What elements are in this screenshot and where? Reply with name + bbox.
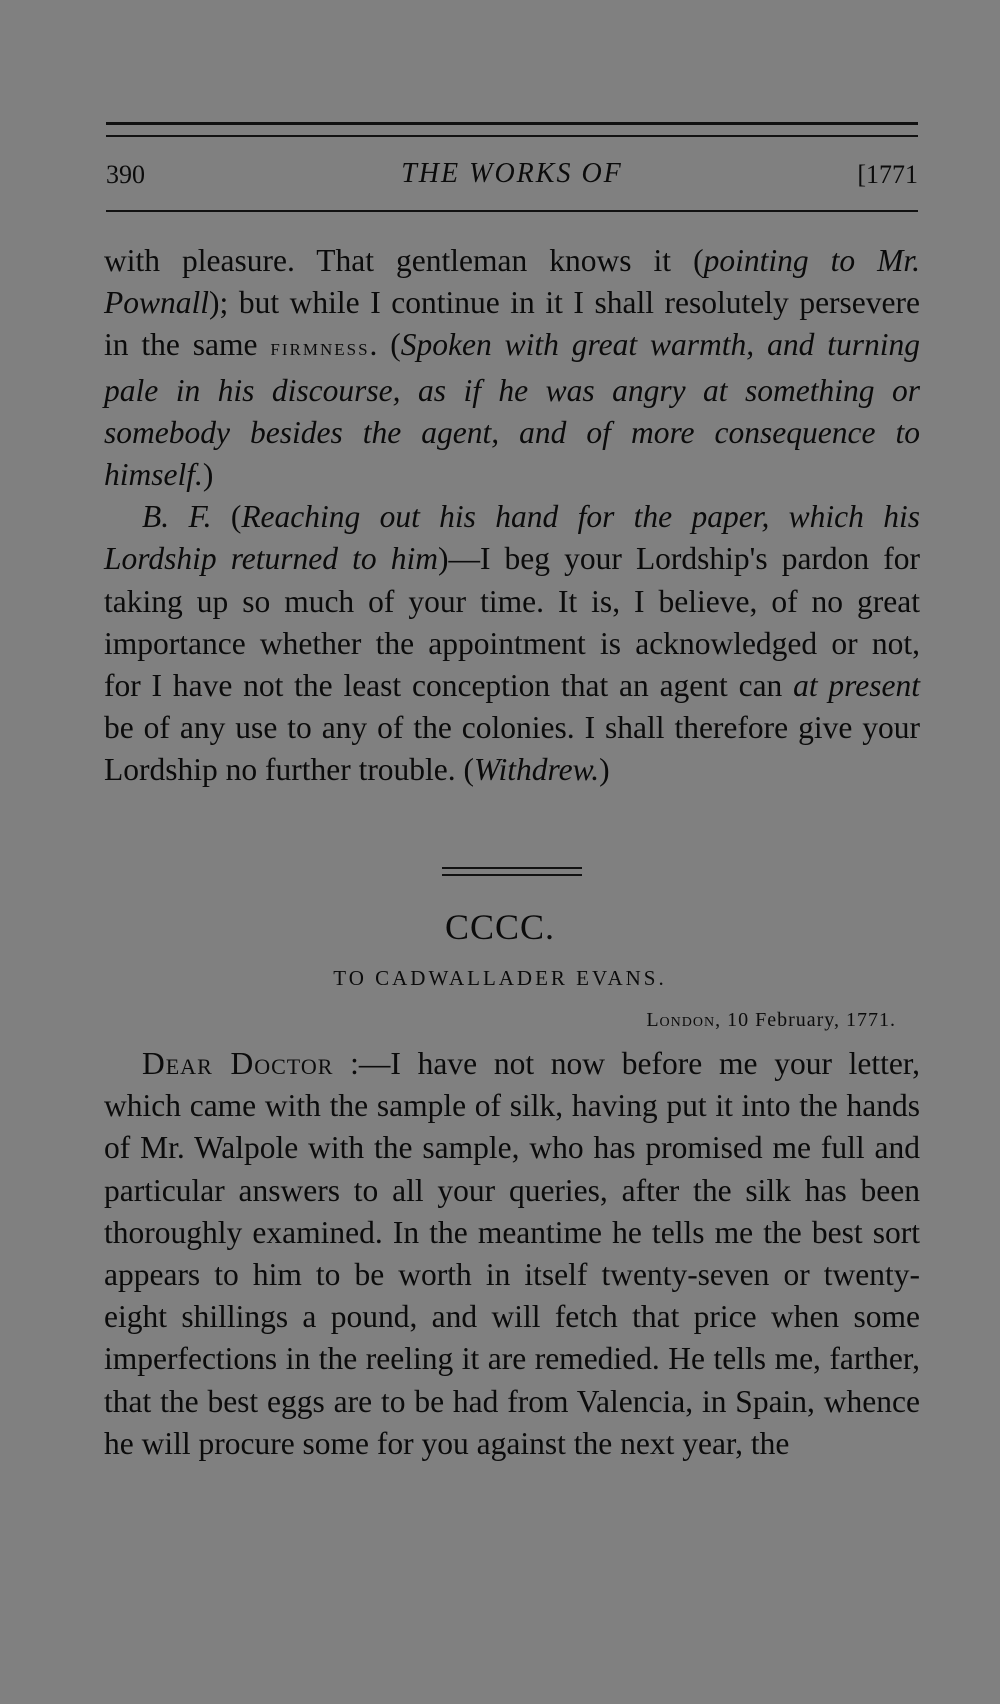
letter-number: CCCC.: [444, 907, 556, 947]
page-number: 390: [106, 160, 145, 189]
salutation: Dear Doctor: [142, 1046, 334, 1081]
letter-paragraph: Dear Doctor :—I have not now before me your letter, which came with the sample of silk, having put it into the hands of Mr. Walpole with the sample, who has promised me full and particular answers to all your queries, after the silk has been thoroughly examined. In the meantime he tells me the best sort appears to him to be worth in itself twenty-seven or twenty-eight shillings a pound, and will fetch that price when some imperfections in the reeling it are remedied. He tells me, farther, that the best eggs are to be had from Valencia, in Spain, whence he will procure some for you against the next year, the: [104, 1046, 920, 1461]
paragraph-bf-reply: B. F. (Reaching out his hand for the paper, which his Lordship returned to him)—I beg your Lordship's pardon for taking up so much of your time. It is, I believe, of no great importance whether the appointment is acknowledged or not, for I have not the least conception that an agent can at present be of any use to any of the colonies. I shall therefore give your Lordship no further trouble. (Withdrew.): [104, 499, 921, 788]
top-rule: [106, 122, 918, 125]
letter-body: [104, 1043, 920, 1465]
section-divider: [442, 867, 582, 869]
paragraph-continuation: with pleasure. That gentleman knows it (pointing to Mr. Pownall); but while I continue in it I shall resolutely persevere in the same firmness. (Spoken with great warmth, and turning pale in his discourse, as if he was angry at something or somebody besides the agent, and of more consequence to himself.): [104, 243, 920, 493]
section-divider-lower: [442, 874, 582, 876]
year-mark: [1771: [857, 160, 918, 189]
letter-dateline: London, 10 February, 1771.: [646, 1009, 896, 1031]
running-title: THE WORKS OF: [401, 158, 623, 189]
header-rule: [106, 210, 918, 212]
letter-addressee: TO CADWALLADER EVANS.: [333, 966, 667, 990]
top-rule-thin: [106, 135, 918, 137]
running-header: [106, 158, 918, 194]
continued-text-block: [104, 240, 920, 792]
